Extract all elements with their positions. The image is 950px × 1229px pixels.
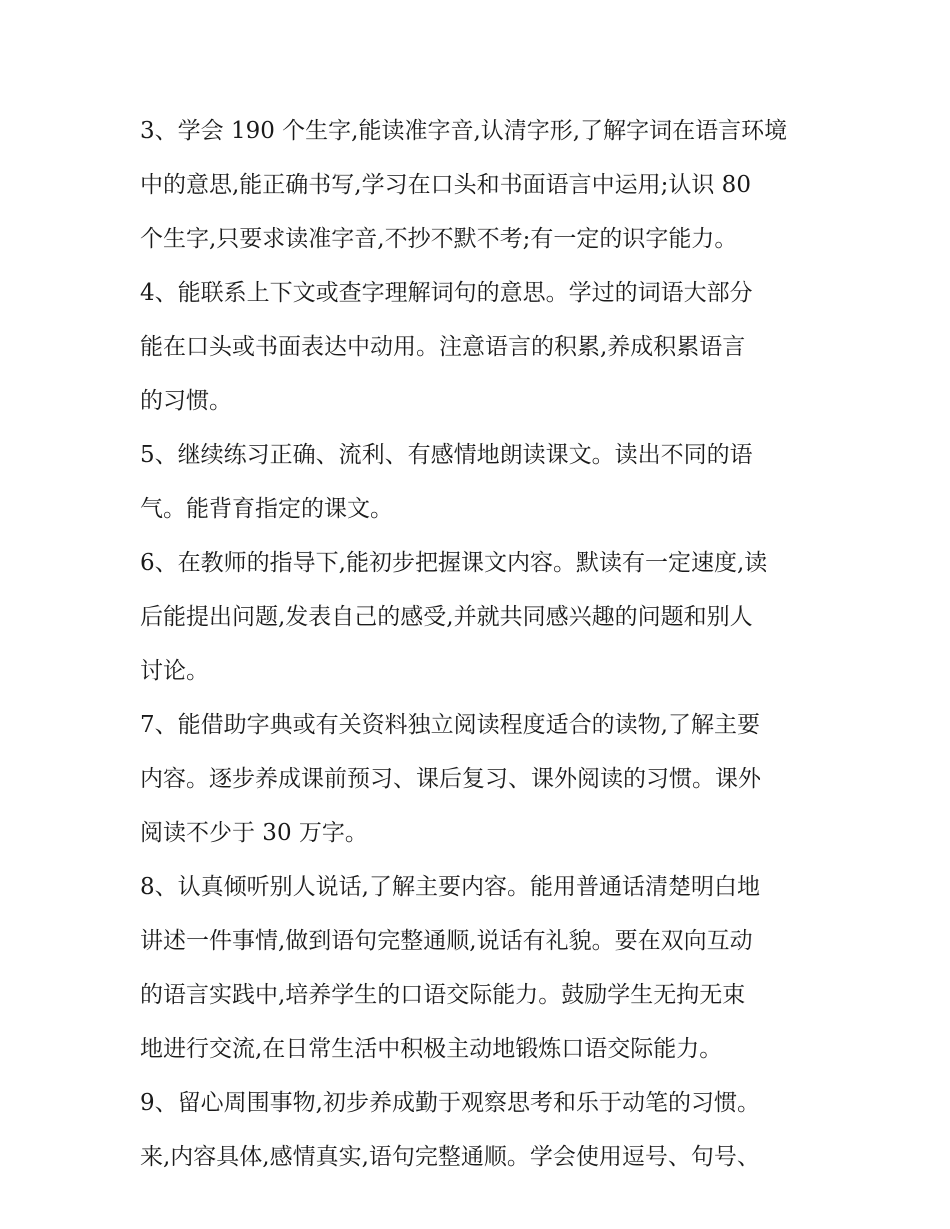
text-line: 9、留心周围事物,初步养成勤于观察思考和乐于动笔的习惯。 [140, 1090, 760, 1116]
text-line: 7、能借助字典或有关资料独立阅读程度适合的读物,了解主要 [140, 712, 760, 738]
document-body [140, 104, 812, 1184]
text-line: 讨论。 [140, 658, 209, 684]
text-line: 来,内容具体,感情真实,语句完整通顺。学会使用逗号、句号、 [140, 1144, 760, 1170]
text-line: 中的意思,能正确书写,学习在口头和书面语言中运用;认识 80 [140, 172, 751, 198]
text-line: 8、认真倾听别人说话,了解主要内容。能用普通话清楚明白地 [140, 874, 760, 900]
text-line: 的习惯。 [140, 388, 232, 414]
text-line: 内容。逐步养成课前预习、课后复习、课外阅读的习惯。课外 [140, 766, 761, 792]
text-line: 4、能联系上下文或查字理解词句的意思。学过的词语大部分 [140, 280, 753, 306]
text-line: 3、学会 190 个生字,能读准字音,认清字形,了解字词在语言环境 [140, 118, 788, 144]
text-line: 能在口头或书面表达中动用。注意语言的积累,养成积累语言 [140, 334, 746, 360]
text-line: 阅读不少于 30 万字。 [140, 820, 368, 846]
text-line: 后能提出问题,发表自己的感受,并就共同感兴趣的问题和别人 [140, 604, 753, 630]
text-line: 讲述一件事情,做到语句完整通顺,说话有礼貌。要在双向互动 [140, 928, 753, 954]
text-line: 气。能背育指定的课文。 [140, 496, 393, 522]
text-line: 地进行交流,在日常生活中积极主动地锻炼口语交际能力。 [140, 1036, 723, 1062]
text-line: 的语言实践中,培养学生的口语交际能力。鼓励学生无拘无束 [140, 982, 746, 1008]
text-line: 6、在教师的指导下,能初步把握课文内容。默读有一定速度,读 [140, 550, 768, 576]
text-line: 个生字,只要求读准字音,不抄不默不考;有一定的识字能力。 [140, 226, 738, 252]
text-line: 5、继续练习正确、流利、有感情地朗读课文。读出不同的语 [140, 442, 753, 468]
